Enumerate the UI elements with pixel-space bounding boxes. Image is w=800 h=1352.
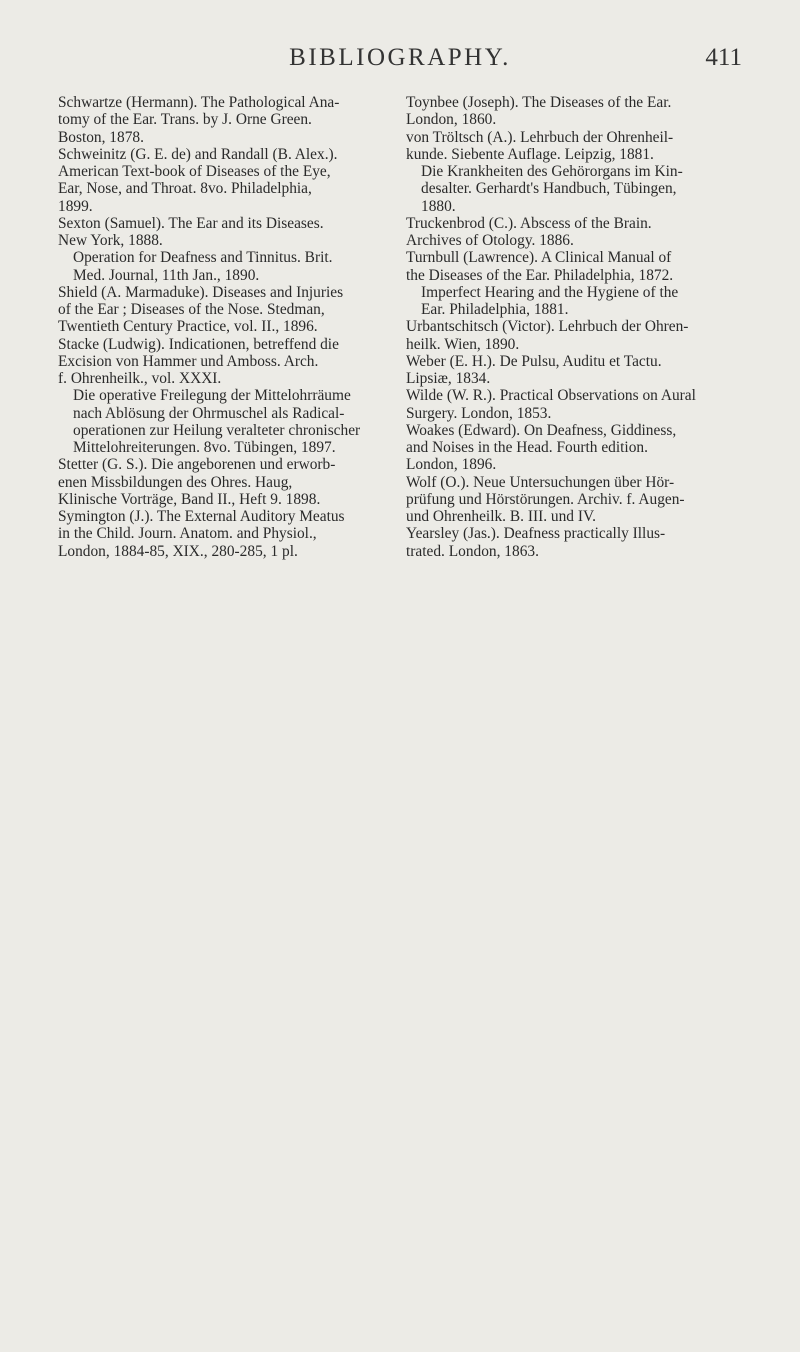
entry-line: f. Ohrenheilk., vol. XXXI. xyxy=(58,370,222,387)
entry-line: trated. London, 1863. xyxy=(406,542,539,560)
entry-line: Yearsley (Jas.). Deafness practically Illus- xyxy=(406,525,666,543)
entry-line: Lipsiæ, 1834. xyxy=(406,370,491,387)
entry-line: Wilde (W. R.). Practical Observations on Aural xyxy=(406,387,696,405)
entry-line: von Tröltsch (A.). Lehrbuch der Ohrenheil- xyxy=(406,128,674,146)
entry-line: in the Child. Journ. Anatom. and Physiol., xyxy=(58,525,317,543)
left-column xyxy=(58,94,388,560)
entry-line: Weber (E. H.). De Pulsu, Auditu et Tactu. xyxy=(406,352,662,370)
entry-line: Boston, 1878. xyxy=(58,128,144,146)
bibliography-entry xyxy=(406,525,746,560)
bibliography-entry xyxy=(58,284,388,336)
entry-line: desalter. Gerhardt's Handbuch, Tübingen, xyxy=(421,180,677,198)
entry-line: Schwartze (Hermann). The Pathological Ana- xyxy=(58,94,340,111)
entry-line: Twentieth Century Practice, vol. II., 1896. xyxy=(58,318,318,336)
entry-line: 1880. xyxy=(421,197,456,215)
bibliography-entry xyxy=(406,129,746,164)
entry-line: Truckenbrod (C.). Abscess of the Brain. xyxy=(406,214,652,232)
bibliography-entry xyxy=(406,249,746,284)
entry-line: Operation for Deafness and Tinnitus. Brit. xyxy=(73,249,333,267)
page-title: BIBLIOGRAPHY. xyxy=(289,44,511,71)
entry-line: Sexton (Samuel). The Ear and its Diseases. xyxy=(58,214,324,232)
entry-line: und Ohrenheilk. B. III. und IV. xyxy=(406,508,596,525)
entry-line: New York, 1888. xyxy=(58,232,163,249)
entry-line: Symington (J.). The External Auditory Meatus xyxy=(58,508,345,525)
bibliography-entry xyxy=(406,94,746,129)
entry-line: Urbantschitsch (Victor). Lehrbuch der Ohren- xyxy=(406,318,689,336)
bibliography-entry xyxy=(58,508,388,560)
bibliography-entry xyxy=(58,146,388,215)
entry-line: of the Ear ; Diseases of the Nose. Stedman, xyxy=(58,301,325,318)
entry-line: Turnbull (Lawrence). A Clinical Manual of xyxy=(406,249,672,267)
entry-line: Surgery. London, 1853. xyxy=(406,404,552,422)
entry-line: 1899. xyxy=(58,197,93,215)
entry-line: Toynbee (Joseph). The Diseases of the Ear. xyxy=(406,94,672,111)
entry-line: Wolf (O.). Neue Untersuchungen über Hör- xyxy=(406,473,675,491)
bibliography-entry xyxy=(58,387,388,456)
entry-line: London, 1860. xyxy=(406,111,497,129)
entry-line: enen Missbildungen des Ohres. Haug, xyxy=(58,473,293,491)
entry-line: nach Ablösung der Ohrmuschel als Radical- xyxy=(73,404,345,422)
entry-line: London, 1884-85, XIX., 280-285, 1 pl. xyxy=(58,542,298,560)
entry-line: tomy of the Ear. Trans. by J. Orne Green. xyxy=(58,111,312,129)
entry-line: prüfung und Hörstörungen. Archiv. f. Augen- xyxy=(406,490,685,508)
entry-line: Shield (A. Marmaduke). Diseases and Injuries xyxy=(58,283,344,301)
entry-line: and Noises in the Head. Fourth edition. xyxy=(406,439,648,456)
entry-line: Ear. Philadelphia, 1881. xyxy=(421,301,569,318)
bibliography-entry xyxy=(406,474,746,526)
entry-line: Imperfect Hearing and the Hygiene of the xyxy=(421,283,679,301)
entry-line: Ear, Nose, and Throat. 8vo. Philadelphia, xyxy=(58,180,312,198)
entry-line: operationen zur Heilung veralteter chronischer xyxy=(73,421,361,439)
entry-line: London, 1896. xyxy=(406,456,497,474)
entry-line: the Diseases of the Ear. Philadelphia, 1872. xyxy=(406,266,674,284)
entry-line: American Text-book of Diseases of the Eye, xyxy=(58,163,331,180)
bibliography-entry xyxy=(58,94,388,146)
bibliography-entry xyxy=(406,163,746,215)
bibliography-entry xyxy=(406,422,746,474)
bibliography-entry xyxy=(58,456,388,508)
entry-line: Die Krankheiten des Gehörorgans im Kin- xyxy=(421,163,683,180)
bibliography-entry xyxy=(406,284,746,319)
entry-line: Stetter (G. S.). Die angeborenen und erworb- xyxy=(58,456,336,474)
entry-line: Stacke (Ludwig). Indicationen, betreffend die xyxy=(58,335,339,353)
entry-line: Klinische Vorträge, Band II., Heft 9. 1898. xyxy=(58,490,321,508)
entry-line: Schweinitz (G. E. de) and Randall (B. Alex.). xyxy=(58,145,338,163)
entry-line: Archives of Otology. 1886. xyxy=(406,232,574,249)
entry-line: Excision von Hammer und Amboss. Arch. xyxy=(58,352,319,370)
entry-line: heilk. Wien, 1890. xyxy=(406,335,520,353)
right-column xyxy=(406,94,746,560)
bibliography-entry xyxy=(58,336,388,388)
bibliography-entry xyxy=(406,387,746,422)
bibliography-entry xyxy=(406,215,746,250)
entry-line: Woakes (Edward). On Deafness, Giddiness, xyxy=(406,421,677,439)
page-header xyxy=(0,44,800,84)
entry-line: Mittelohreiterungen. 8vo. Tübingen, 1897. xyxy=(73,439,336,456)
entry-line: kunde. Siebente Auflage. Leipzig, 1881. xyxy=(406,145,654,163)
entry-line: Die operative Freilegung der Mittelohrräume xyxy=(73,387,351,405)
page-number: 411 xyxy=(705,44,742,71)
bibliography-entry xyxy=(58,249,388,284)
bibliography-entry xyxy=(406,353,746,388)
bibliography-entry xyxy=(58,215,388,250)
entry-line: Med. Journal, 11th Jan., 1890. xyxy=(73,266,260,284)
bibliography-entry xyxy=(406,318,746,353)
